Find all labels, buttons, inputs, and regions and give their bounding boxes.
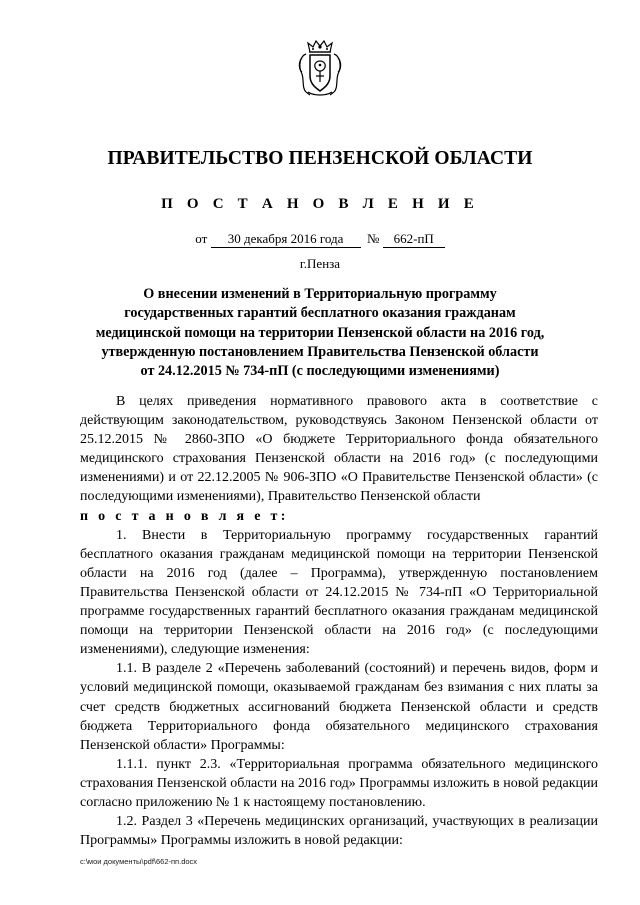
date-number-line <box>0 231 640 248</box>
document-body <box>80 392 598 850</box>
subject-line: О внесении изменений в Территориальную программу <box>143 286 497 302</box>
clause-1-2: 1.2. Раздел 3 «Перечень медицинских организаций, участвующих в реализации Программы» Программы изложить в новой редакции: <box>80 814 598 849</box>
city: г.Пенза <box>299 256 341 271</box>
document-subject <box>80 285 560 381</box>
government-title: ПРАВИТЕЛЬСТВО ПЕНЗЕНСКОЙ ОБЛАСТИ <box>107 148 533 169</box>
subject-line: государственных гарантий бесплатного оказания гражданам <box>124 305 516 322</box>
clause-1-1: 1.1. В разделе 2 «Перечень заболеваний (состояний) и перечень видов, форм и условий медицинской помощи, оказываемой гражданам без взимания с них платы за счет средств бюджетных ассигнований бюджета Пензенской области и средств бюджета Территориального фонда обязательного медицинского страхования Пензенской области» Программы: <box>80 661 598 753</box>
subject-line: медицинской помощи на территории Пензенской области на 2016 год, <box>95 324 545 341</box>
subject-line: утвержденную постановлением Правительства Пензенской области <box>101 343 539 360</box>
subject-line: от 24.12.2015 № 734-пП (с последующими изменениями) <box>140 363 500 380</box>
number-sign: № <box>367 231 380 246</box>
document-type: П О С Т А Н О В Л Е Н И Е <box>161 196 479 212</box>
coat-of-arms-icon <box>296 38 344 98</box>
clause-1: 1. Внести в Территориальную программу государственных гарантий бесплатного оказания гражданам медицинской помощи на территории Пензенской области на 2016 год (далее – Программа), утвержденную постановлением Правительства Пензенской области от 24.12.2015 № 734-пП «О Территориальной программе государственных гарантий бесплатного оказания гражданам медицинской помощи на территории Пензенской области на 2016 год» (с последующими изменениями), следующие изменения: <box>80 527 598 658</box>
resolves-line <box>80 507 598 526</box>
date-prefix: от <box>195 231 208 246</box>
resolves-word: п о с т а н о в л я е т: <box>80 508 289 524</box>
preamble-paragraph: В целях приведения нормативного правового акта в соответствие с действующим законодательством, руководствуясь Законом Пензенской области от 25.12.2015 № 2860-ЗПО «О бюджете Территориального фонда обязательного медицинского страхования Пензенской области на 2016 год» (с последующими изменениями) и от 22.12.2005 № 906-ЗПО «О Правительстве Пензенской области» (с последующими изменениями), Правительство Пензенской области <box>80 394 598 505</box>
clause-1-1-1: 1.1.1. пункт 2.3. «Территориальная программа обязательного медицинского страхования Пензенской области на 2016 год» Программы изложить в новой редакции согласно приложению № 1 к настоящему постановлению. <box>80 756 598 810</box>
document-number: 662-пП <box>383 231 445 248</box>
document-date: 30 декабря 2016 года <box>211 231 361 248</box>
file-path-footer: c:\мои документы\pdf\662-пп.docx <box>80 857 198 866</box>
